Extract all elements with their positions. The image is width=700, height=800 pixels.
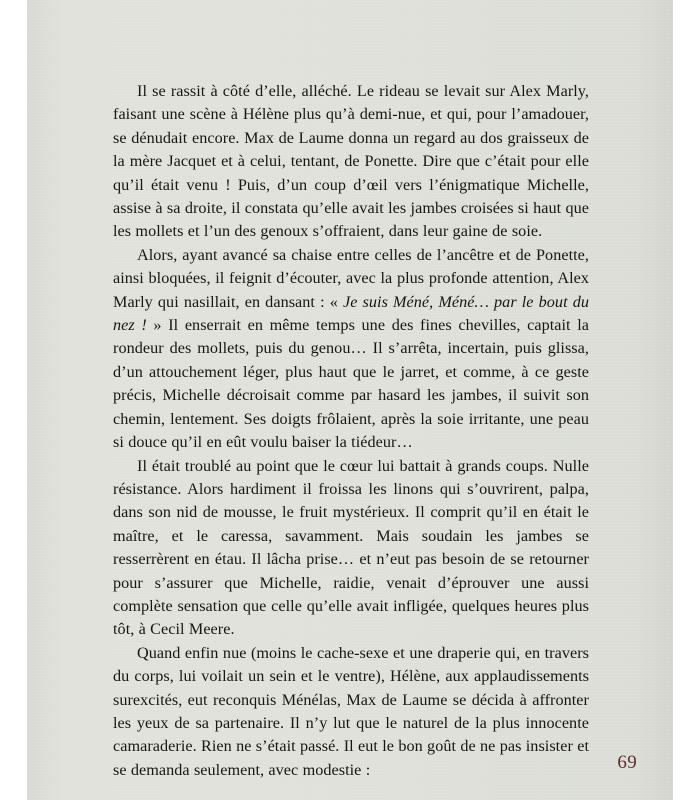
song-lyric-italic: Je suis Méné, Méné… par le bout du nez ! <box>113 292 589 335</box>
paragraph-1: Il se rassit à côté d’elle, alléché. Le rideau se levait sur Alex Marly, faisant une scène à Hélène plus qu’à demi-nue, et qui, pour l’amadouer, se dénudait encore. Max de Laume donna un regard au dos graisseux de la mère Jacquet et à celui, tentant, de Ponette. Dire que c’était pour elle qu’il était venu ! Puis, d’un coup d’œil vers l’énigmatique Michelle, assise à sa droite, il constata qu’elle avait les jambes croisées si haut que les mollets et l’un des genoux s’offraient, dans leur gaine de soie. <box>113 82 589 241</box>
paragraph-2 <box>113 244 589 455</box>
paragraph-3: Il était troublé au point que le cœur lui battait à grands coups. Nulle résistance. Alors hardiment il froissa les linons qui s’ouvrirent, palpa, dans son nid de mousse, le fruit mystérieux. Il comprit qu’il en était le maître, et le caressa, savamment. Mais soudain les jambes se resserrèrent en étau. Il lâcha prise… et n’eut pas besoin de se retourner pour s’assurer que Michelle, raidie, venait d’éprouver une aussi complète sensation que celle qu’elle avait infligée, quelques heures plus tôt, à Cecil Meere. <box>113 456 589 639</box>
page-number: 69 <box>617 752 637 773</box>
quote-open-guillemet: « <box>329 292 343 311</box>
paragraph-2-lead: Alors, ayant avancé sa chaise entre celles de l’ancêtre et de Ponette, ainsi bloquées, il feignit d’écouter, avec la plus profonde attention, Alex Marly qui nasillait, en dansant : <box>113 245 589 311</box>
paragraph-4: Quand enfin nue (moins le cache-sexe et une draperie qui, en travers du corps, lui voilait un sein et le ventre), Hélène, aux applaudissements surexcités, eut reconquis Ménélas, Max de Laume se décida à affronter les yeux de sa partenaire. Il n’y lut que le naturel de la plus innocente camaraderie. Rien ne s’était passé. Il eut le bon goût de ne pas insister et se demanda seulement, avec modestie : <box>113 643 589 779</box>
body-text-block <box>113 80 589 782</box>
paper-sheet <box>27 0 673 800</box>
quote-close-guillemet: » <box>146 316 162 335</box>
paragraph-2-tail: Il enserrait en même temps une des fines chevilles, captait la rondeur des mollets, puis du genou… Il s’arrêta, incertain, puis glissa, d’un attouchement léger, plus haut que le jarret, et comme, à ce geste précis, Michelle décroisait comme par hasard les jambes, il suivit son chemin, lentement. Ses doigts frôlaient, après la soie irritante, une peau si douce qu’il en eût voulu baiser la tiédeur… <box>113 316 589 452</box>
